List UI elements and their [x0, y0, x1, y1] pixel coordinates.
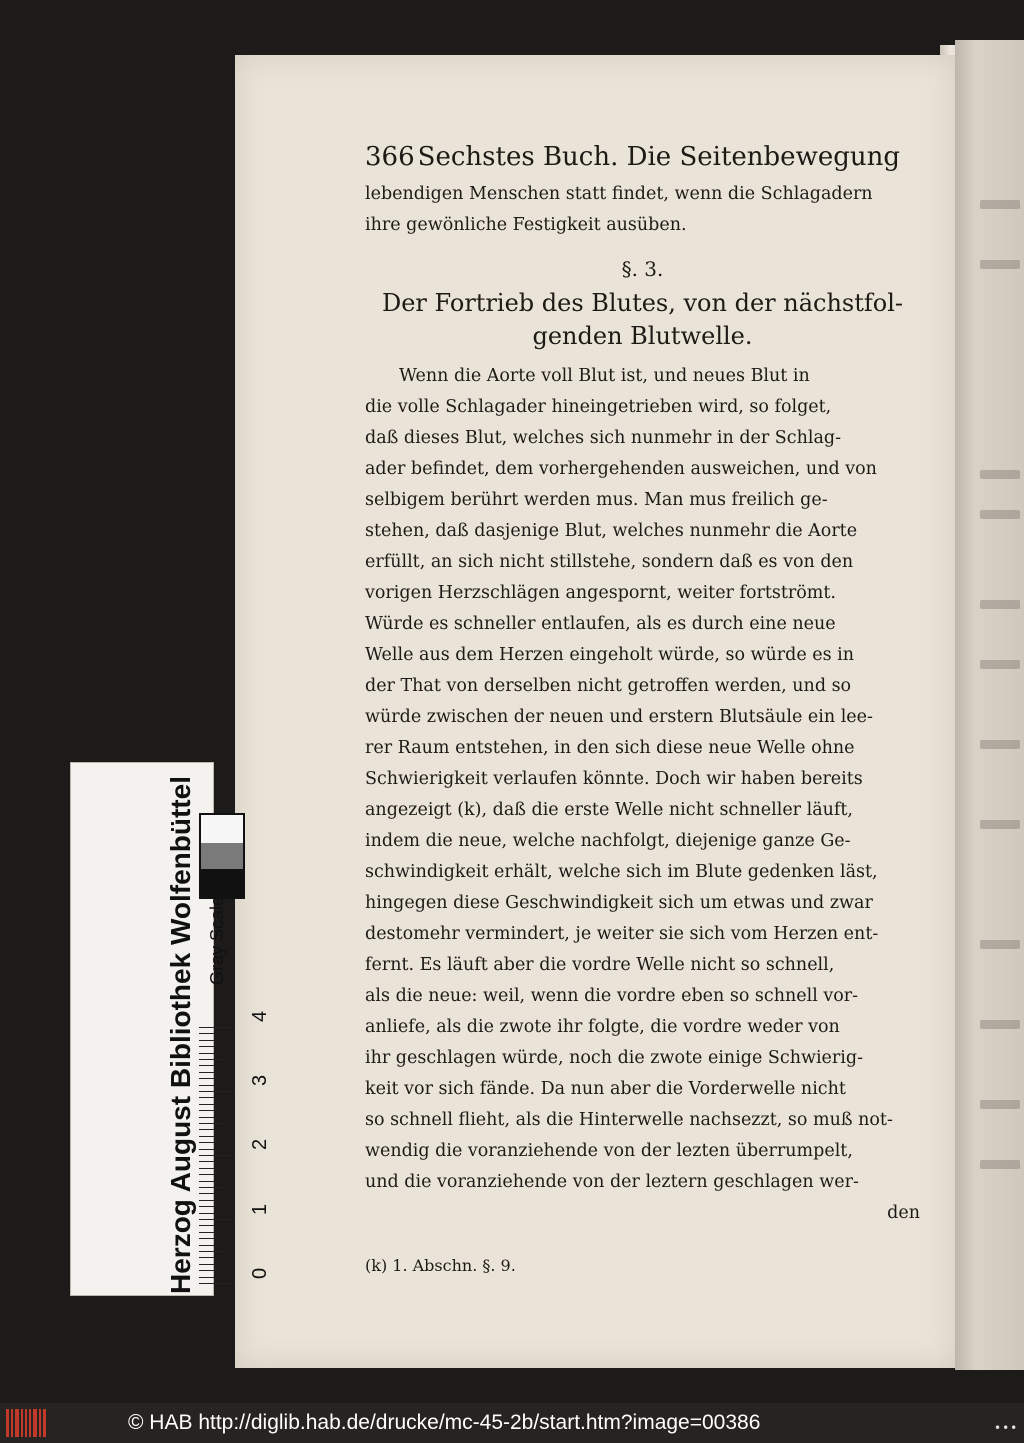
text-line: würde zwischen der neuen und erstern Blutsäule ein lee-	[365, 707, 873, 727]
ruler-tick	[199, 1053, 215, 1054]
ruler-tick	[199, 1085, 215, 1086]
gray-scale-ruler	[70, 762, 271, 1296]
text-line: der That von derselben nicht getroffen werden, und so	[365, 676, 852, 696]
text-line: angezeigt (k), daß die erste Welle nicht schneller läuft,	[365, 800, 853, 820]
ruler-tick	[199, 1149, 215, 1150]
ruler-tick	[199, 1033, 215, 1034]
section-heading-line: genden Blutwelle.	[532, 322, 753, 350]
text-line: ihr geschlagen würde, noch die zwote einige Schwierig-	[365, 1048, 863, 1068]
ruler-tick	[199, 1225, 215, 1226]
ruler-tick	[199, 1245, 215, 1246]
text-line: anliefe, als die zwote ihr folgte, die vordre weder von	[365, 1017, 840, 1037]
ruler-number: 2	[249, 1138, 271, 1150]
ruler-ticks	[199, 1018, 239, 1288]
adjacent-page-edge	[955, 40, 1024, 1370]
ruler-tick	[199, 1065, 215, 1066]
ruler-number: 3	[249, 1074, 271, 1086]
page-text	[365, 135, 920, 1281]
text-line: lebendigen Menschen statt findet, wenn die Schlagadern	[365, 184, 873, 204]
ruler-tick	[199, 1136, 215, 1137]
ruler-tick	[199, 1187, 225, 1188]
text-line: rer Raum entstehen, in den sich diese neue Welle ohne	[365, 738, 855, 758]
text-line: indem die neue, welche nachfolgt, diejenige ganze Ge-	[365, 831, 851, 851]
ruler-tick	[199, 1123, 225, 1124]
text-line: ader befindet, dem vorhergehenden ausweichen, und von	[365, 459, 877, 479]
text-line: die volle Schlagader hineingetrieben wird, so folget,	[365, 397, 832, 417]
ruler-tick	[199, 1251, 225, 1252]
ruler-tick	[199, 1104, 215, 1105]
text-line: Welle aus dem Herzen eingeholt würde, so würde es in	[365, 645, 855, 665]
ruler-tick	[199, 1270, 215, 1271]
gray-swatches	[199, 813, 245, 899]
ruler-tick	[199, 1091, 235, 1092]
text-line: keit vor sich fände. Da nun aber die Vorderwelle nicht	[365, 1079, 846, 1099]
ruler-tick	[199, 1168, 215, 1169]
text-line: daß dieses Blut, welches sich nunmehr in der Schlag-	[365, 428, 842, 448]
ruler-tick	[199, 1046, 215, 1047]
ruler-tick	[199, 1213, 215, 1214]
ruler-tick	[199, 1277, 215, 1278]
text-line: selbigem berührt werden mus. Man mus freilich ge-	[365, 490, 828, 510]
text-line: fernt. Es läuft aber die vordre Welle nicht so schnell,	[365, 955, 835, 975]
swatch-white	[201, 815, 243, 843]
ruler-tick	[199, 1059, 225, 1060]
text-line: wendig die voranziehende von der lezten überrumpelt,	[365, 1141, 853, 1161]
section-heading-line: Der Fortrieb des Blutes, von der nächstfol-	[381, 289, 903, 317]
section-number: §. 3.	[621, 257, 664, 281]
text-line: vorigen Herzschlägen angespornt, weiter fortströmt.	[365, 583, 836, 603]
text-line: stehen, daß dasjenige Blut, welches nunmehr die Aorte	[365, 521, 858, 541]
text-line: und die voranziehende von der leztern geschlagen wer-	[365, 1172, 859, 1192]
catchword: den	[887, 1203, 920, 1223]
ruler-tick	[199, 1110, 215, 1111]
text-line: Würde es schneller entlaufen, als es durch eine neue	[365, 614, 836, 634]
ruler-number: 4	[249, 1010, 271, 1022]
ruler-tick	[199, 1142, 215, 1143]
text-line: Schwierigkeit verlaufen könnte. Doch wir haben bereits	[365, 769, 863, 789]
text-line: so schnell flieht, als die Hinterwelle nachsezzt, so muß not-	[365, 1110, 893, 1130]
text-line: ihre gewönliche Festigkeit ausüben.	[365, 215, 687, 235]
text-line: erfüllt, an sich nicht stillstehe, sondern daß es von den	[365, 552, 854, 572]
ruler-tick	[199, 1257, 215, 1258]
ruler-tick	[199, 1078, 215, 1079]
book-page	[235, 55, 955, 1368]
ruler-number: 1	[249, 1203, 271, 1215]
swatch-gray	[201, 843, 243, 869]
ruler-tick	[199, 1040, 215, 1041]
ruler-tick	[199, 1193, 215, 1194]
ruler-tick	[199, 1264, 215, 1265]
ruler-tick	[199, 1200, 215, 1201]
ruler-tick	[199, 1129, 215, 1130]
ruler-tick	[199, 1232, 215, 1233]
hab-logo-icon	[6, 1409, 46, 1437]
footnote: (k) 1. Abschn. §. 9.	[365, 1256, 516, 1275]
footer-bar	[0, 1403, 1024, 1443]
more-dots-icon[interactable]: •••	[994, 1421, 1019, 1435]
ruler-tick	[199, 1238, 215, 1239]
ruler-tick	[199, 1206, 215, 1207]
ruler-tick	[199, 1174, 215, 1175]
body-text	[365, 361, 920, 1229]
text-line: hingegen diese Geschwindigkeit sich um etwas und zwar	[365, 893, 873, 913]
ruler-tick	[199, 1027, 235, 1028]
page-number: 366	[365, 142, 415, 172]
ruler-title: Herzog August Bibliothek Wolfenbüttel	[165, 776, 196, 1294]
copyright-text: © HAB http://diglib.hab.de/drucke/mc-45-2b/start.htm?image=00386	[128, 1411, 761, 1434]
running-title: Sechstes Buch. Die Seitenbewegung	[417, 142, 900, 172]
ruler-tick	[199, 1155, 235, 1156]
ruler-tick	[199, 1117, 215, 1118]
ruler-tick	[199, 1072, 215, 1073]
text-line: als die neue: weil, wenn die vordre eben so schnell vor-	[365, 986, 859, 1006]
ruler-tick	[199, 1161, 215, 1162]
text-line: Wenn die Aorte voll Blut ist, und neues Blut in	[399, 366, 810, 386]
ruler-tick	[199, 1181, 215, 1182]
gray-scale-label: Gray Scale	[207, 895, 227, 985]
ruler-tick	[199, 1219, 235, 1220]
ruler-number: 0	[249, 1267, 271, 1279]
ruler-tick	[199, 1283, 235, 1284]
text-line: schwindigkeit erhält, welche sich im Blute gedenken läst,	[365, 862, 878, 882]
ruler-tick	[199, 1097, 215, 1098]
text-line: destomehr vermindert, je weiter sie sich vom Herzen ent-	[365, 924, 879, 944]
running-header	[365, 135, 900, 179]
swatch-black	[201, 869, 243, 897]
